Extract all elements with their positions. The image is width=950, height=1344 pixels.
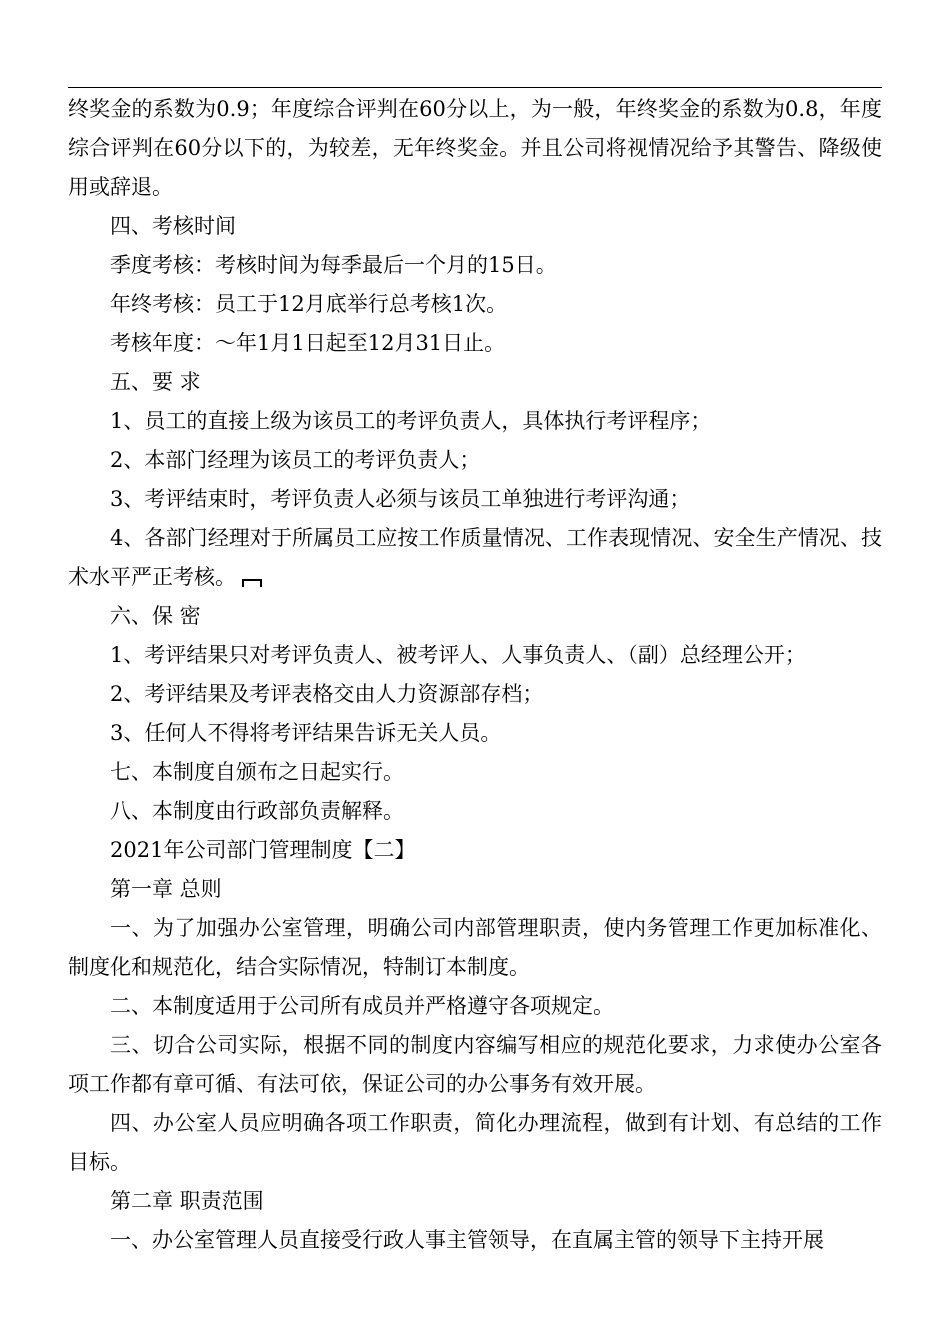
section-heading-requirements: 五、要 求 bbox=[110, 370, 201, 394]
list-item-requirement-2: 2、本部门经理为该员工的考评负责人； bbox=[110, 448, 481, 472]
paragraph-continuation: 终奖金的系数为0.9；年度综合评判在60分以上，为一般，年终奖金的系数为0.8，年度综合评判在60分以下的，为较差，无年终奖金。并且公司将视情况给予其警告、降级使用或辞退。 bbox=[68, 97, 882, 199]
article-4: 四、办公室人员应明确各项工作职责，简化办理流程，做到有计划、有总结的工作目标。 bbox=[68, 1111, 882, 1174]
section-effective-date: 七、本制度自颁布之日起实行。 bbox=[110, 760, 404, 784]
responsibility-article-1: 一、办公室管理人员直接受行政人事主管领导，在直属主管的领导下主持开展 bbox=[110, 1228, 824, 1252]
list-item-requirement-4 bbox=[68, 519, 882, 597]
bracket-mark-icon bbox=[242, 579, 262, 587]
list-item-requirement-4-text: 4、各部门经理对于所属员工应按工作质量情况、工作表现情况、安全生产情况、技术水平严正考核。 bbox=[68, 526, 882, 589]
list-item-confidentiality-1: 1、考评结果只对考评负责人、被考评人、人事负责人、（副）总经理公开； bbox=[110, 643, 806, 667]
paragraph-quarterly-assessment: 季度考核：考核时间为每季最后一个月的15日。 bbox=[110, 253, 557, 277]
list-item-requirement-1: 1、员工的直接上级为该员工的考评负责人，具体执行考评程序； bbox=[110, 409, 712, 433]
list-item-confidentiality-2: 2、考评结果及考评表格交由人力资源部存档； bbox=[110, 682, 544, 706]
chapter-heading-responsibilities: 第二章 职责范围 bbox=[110, 1189, 264, 1213]
list-item-requirement-3: 3、考评结束时，考评负责人必须与该员工单独进行考评沟通； bbox=[110, 487, 691, 511]
document-subtitle: 2021年公司部门管理制度【二】 bbox=[110, 838, 416, 862]
article-3: 三、切合公司实际，根据不同的制度内容编写相应的规范化要求，力求使办公室各项工作都有章可循、有法可依，保证公司的办公事务有效开展。 bbox=[68, 1033, 882, 1096]
article-1: 一、为了加强办公室管理，明确公司内部管理职责，使内务管理工作更加标准化、制度化和规范化，结合实际情况，特制订本制度。 bbox=[68, 916, 882, 979]
paragraph-annual-assessment: 年终考核：员工于12月底举行总考核1次。 bbox=[110, 292, 508, 316]
list-item-confidentiality-3: 3、任何人不得将考评结果告诉无关人员。 bbox=[110, 721, 502, 745]
chapter-heading-general: 第一章 总则 bbox=[110, 877, 222, 901]
section-heading-confidentiality: 六、保 密 bbox=[110, 604, 201, 628]
article-2: 二、本制度适用于公司所有成员并严格遵守各项规定。 bbox=[110, 994, 614, 1018]
section-heading-assessment-time: 四、考核时间 bbox=[110, 214, 236, 238]
document-body bbox=[68, 87, 882, 1260]
section-interpretation: 八、本制度由行政部负责解释。 bbox=[110, 799, 404, 823]
paragraph-assessment-year: 考核年度：～年1月1日起至12月31日止。 bbox=[110, 331, 506, 355]
